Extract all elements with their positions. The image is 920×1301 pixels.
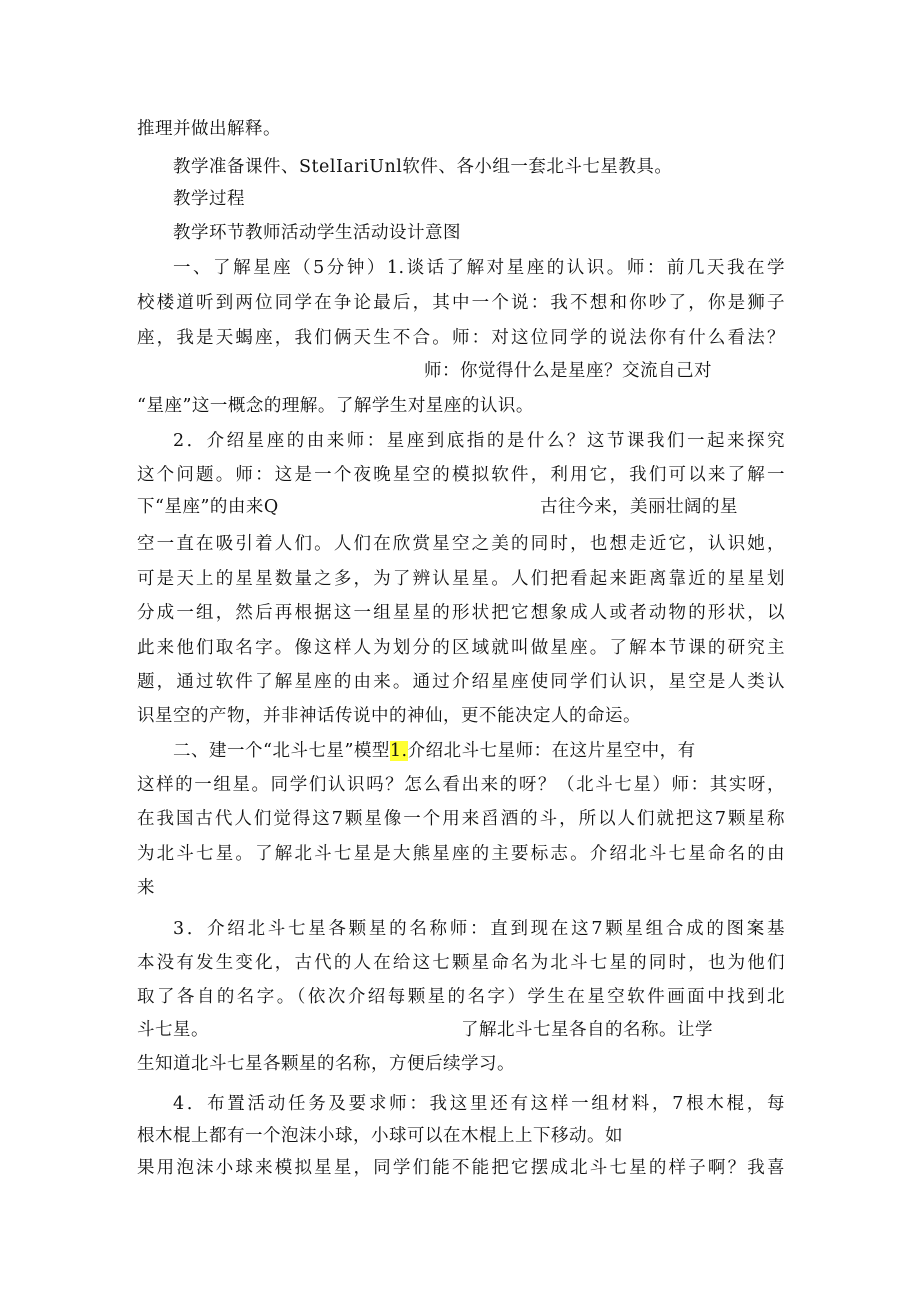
text-line [173,738,696,764]
text-line: 教学环节教师活动学生活动设计意图 [173,223,461,243]
text-line: 题，通过软件了解星座的由来。通过介绍星座使同学们认识，星空是人类认 [137,672,785,692]
text-line: 师：你觉得什么是星座？交流自己对 [424,361,712,381]
text-line: 古往今来，美丽壮阔的星 [540,497,738,517]
text-line: 分成一组，然后再根据这一组星星的形状把它想象成人或者动物的形状，以 [137,603,785,623]
text-line: 3．介绍北斗七星各颗星的名称师：直到现在这7颗星组合成的图案基 [173,919,785,939]
text-line: “星座”这一概念的理解。了解学生对星座的认识。 [137,396,534,416]
text-line: 可是天上的星星数量之多，为了辨认星星。人们把看起来距离靠近的星星划 [137,569,785,589]
text-line: 一、了解星座（5分钟）1.谈话了解对星座的认识。师：前几天我在学 [173,258,785,278]
text-line: 识星空的产物，并非神话传说中的神仙，更不能决定人的命运。 [137,706,641,726]
text-line: 下“星座”的由来Q [137,497,279,517]
text-line: 在我国古代人们觉得这7颗星像一个用来舀酒的斗，所以人们就把这7颗星称 [137,809,785,829]
text-line: 来 [137,878,155,898]
text-line: 教学过程 [173,189,245,209]
text-line: 了解北斗七星各自的名称。让学 [461,1020,713,1040]
text-segment: 介绍北斗七星师：在这片星空中，有 [407,741,696,761]
text-line: 此来他们取名字。像这样人为划分的区域就叫做星座。了解本节课的研究主 [137,638,785,658]
text-segment: 二、建一个“北斗七星”模型 [173,741,390,761]
text-line: 斗七星。 [137,1020,209,1040]
text-line: 生知道北斗七星各颗星的名称，方便后续学习。 [137,1054,515,1074]
text-line: 空一直在吸引着人们。人们在欣赏星空之美的同时，也想走近它，认识她， [137,534,785,554]
text-line: 这样的一组星。同学们认识吗？怎么看出来的呀？（北斗七星）师：其实呀， [137,775,785,795]
text-line: 为北斗七星。了解北斗七星是大熊星座的主要标志。介绍北斗七星命名的由 [137,844,785,864]
text-line: 推理并做出解释。 [137,119,281,139]
highlight-mark: 1. [389,741,408,761]
text-line: 教学准备课件、StelIariUnl软件、各小组一套北斗七星教具。 [173,157,673,177]
text-line: 这个问题。师：这是一个夜晚星空的模拟软件，利用它，我们可以来了解一 [137,465,785,485]
text-line: 本没有发生变化，古代的人在给这七颗星命名为北斗七星的同时，也为他们 [137,953,785,973]
text-line: 取了各自的名字。（依次介绍每颗星的名字）学生在星空软件画面中找到北 [137,987,785,1007]
text-line: 根木棍上都有一个泡沫小球，小球可以在木棍上上下移动。如 [137,1126,623,1146]
text-line: 校楼道听到两位同学在争论最后，其中一个说：我不想和你吵了，你是狮子 [137,293,785,313]
text-line: 座，我是天蝎座，我们俩天生不合。师：对这位同学的说法你有什么看法？ [137,328,785,348]
text-line: 果用泡沫小球来模拟星星，同学们能不能把它摆成北斗七星的样子啊？我喜 [137,1158,785,1178]
text-line: 2．介绍星座的由来师：星座到底指的是什么？这节课我们一起来探究 [173,431,785,451]
text-line: 4．布置活动任务及要求师：我这里还有这样一组材料，7根木棍，每 [173,1094,785,1114]
